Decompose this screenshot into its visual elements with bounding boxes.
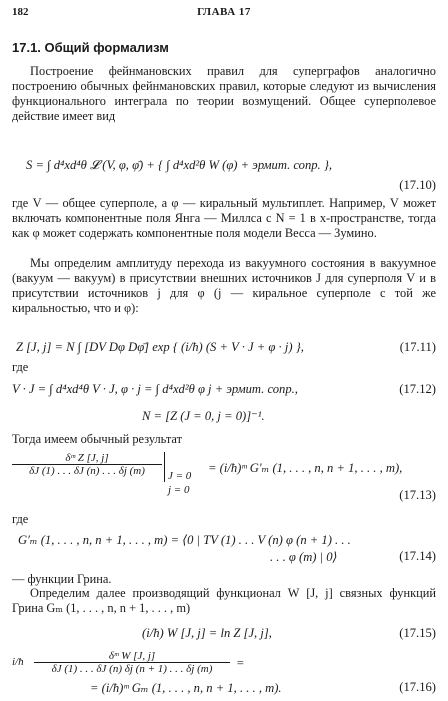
equation-number: (17.16) [399, 680, 436, 694]
equation-body: (i/ħ) W [J, j] = ln Z [J, j], [142, 626, 272, 640]
paragraph-amplitude: Мы определим амплитуду перехода из вакуумного состояния в вакуумное (вакуум — вакуум) в присутствии внешних источников J для суперполя V и в присутствии источников j для φ (j — киральное суперполе с той же киральностью, что и φ): [12, 256, 436, 315]
fraction-numerator: δᵐ W [J, j] [108, 650, 156, 662]
equation-number: (17.13) [399, 488, 436, 502]
condition-j: j = 0 [168, 484, 190, 496]
where-label-2: где [12, 512, 29, 526]
equation-rhs: = (i/ħ)ᵐ G′ₘ (1, . . . , n, n + 1, . . . , m), [208, 461, 403, 475]
section-heading: 17.1. Общий формализм [12, 40, 169, 55]
paragraph-result: Тогда имеем обычный результат [12, 432, 182, 446]
equation-17-13 [12, 452, 436, 508]
equation-body: S = ∫ d⁴xd⁴θ 𝓛 (V, φ, φ̄) + { ∫ d⁴xd²θ W (φ) + эрмит. сопр. }, [26, 158, 333, 172]
prefix-i-over-hbar: i/ħ [12, 656, 24, 668]
fraction-denominator: δJ (1) . . . δJ (n) δj (n + 1) . . . δj (m) [34, 662, 230, 675]
fraction-numerator: δᵐ Z [J, j] [65, 452, 109, 464]
paragraph-intro: Построение фейнмановских правил для суперграфов аналогично построению обычных фейнмановских правил, которые следуют из вычисления функционального интеграла по теории возмущений. Общее суперполевое действие имеет вид [12, 64, 436, 123]
paragraph-fields: где V — общее суперполе, а φ — киральный мультиплет. Например, V может включать компонентные поля Янга — Миллса с N = 1 в x-пространстве, тогда как φ может содержать компонентные поля модели Весса — Зумино. [12, 196, 436, 240]
chapter-title: ГЛАВА 17 [197, 6, 251, 18]
equation-number: (17.12) [399, 382, 436, 396]
fraction-denominator: δJ (1) . . . δJ (n) . . . δj (m) [12, 464, 162, 477]
equation-17-15 [12, 626, 436, 644]
equation-rhs: = (i/ħ)ᵐ Gₘ (1, . . . , n, n + 1, . . . , m). [90, 681, 282, 695]
fraction [34, 650, 230, 675]
running-header [12, 6, 436, 20]
equals-sign: = [236, 656, 245, 670]
evaluation-bar [164, 452, 165, 482]
equation-17-14 [12, 532, 436, 568]
equation-line-2: . . . φ (m) | 0⟩ [270, 550, 338, 564]
condition-J: J = 0 [168, 470, 192, 482]
equation-17-11 [12, 340, 436, 358]
equation-normalization [12, 408, 436, 426]
paragraph-generating-functional: Определим далее производящий функционал W [J, j] связных функций Грина Gₘ (1, . . . , n, n + 1, . . . , m) [12, 586, 436, 615]
fraction [12, 452, 162, 477]
equation-number: (17.10) [399, 178, 436, 192]
equation-body: N = [Z (J = 0, j = 0)]⁻¹. [142, 409, 265, 423]
equation-number: (17.15) [399, 626, 436, 640]
equation-line-1: G′ₘ (1, . . . , n, n + 1, . . . , m) = ⟨0 | TV (1) . . . V (n) φ (n + 1) . . . [18, 533, 351, 547]
equation-17-12 [12, 382, 436, 400]
equation-17-10 [12, 156, 436, 192]
page-number: 182 [12, 6, 29, 18]
equation-17-16 [12, 650, 436, 698]
equation-number: (17.14) [399, 549, 436, 563]
where-label-1: где [12, 360, 29, 374]
equation-number: (17.11) [399, 340, 436, 354]
green-functions-note: — функции Грина. [12, 572, 112, 586]
equation-body: Z [J, j] = N ∫ [DV Dφ Dφ̄] exp { (i/ħ) (S + V · J + φ · j) }, [16, 340, 304, 354]
equation-body: V · J = ∫ d⁴xd⁴θ V · J, φ · j = ∫ d⁴xd²θ φ j + эрмит. сопр., [12, 382, 298, 396]
